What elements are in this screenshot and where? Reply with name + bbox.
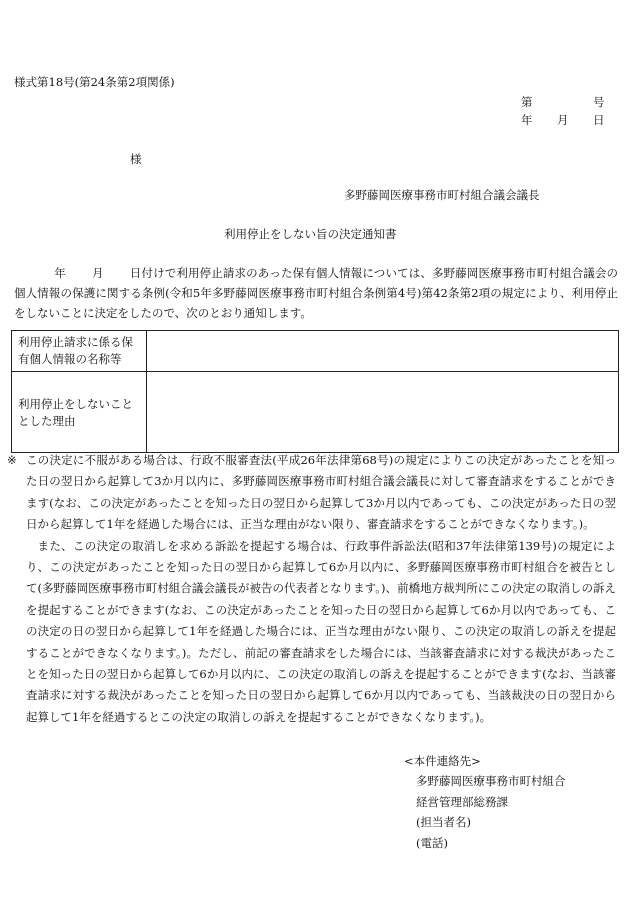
- note-paragraph-2-main: また、この決定の取消しを求める訴訟を提起する場合は、行政事件訴訟法(昭和37年法律第139号)の規定により、この決定があったことを知った日の翌日から起算して6か月以内に、多野藤岡医療事務市町村組合を被告として(多野藤岡医療事務市町村組合議会議長が被告の代表者となります。)、前橋地方裁判所にこの決定の取消しの訴えを提起することができます(なお、この決定があったことを知った日の翌日から起算して6か月以内であっても、この決定の日の翌日から起算して1年を経過した場合には、正当な理由がない限り、この決定の取消しの訴えを提起することができなくなります。)。ただし、前記の審査請求をした場合には、当該審査請求に対する裁決があったことを知った日の翌日から起算して6か月以内に、この決定の取消しの訴えを提起することができます(なお、当該審査請求に対する裁決があったことを知った日の翌日から起算して6か月以内であっても、当該裁決の日の翌日から起算して1年を経過するとこの決定の取消しの訴えを提起することができなくなりま: [26, 538, 616, 724]
- issue-number-prefix: 第: [521, 95, 533, 109]
- body-intro: [14, 263, 618, 323]
- recipient-suffix: 様: [130, 152, 142, 166]
- contact-block: [404, 751, 566, 853]
- note-paragraph-2: [26, 536, 616, 729]
- note-paragraph-2-end: す。)。: [458, 709, 492, 724]
- notes-section: [7, 450, 616, 728]
- document-title: 利用停止をしない旨の決定通知書: [224, 227, 397, 241]
- table-row-label: 利用停止請求に係る保有個人情報の名称等: [12, 331, 147, 372]
- contact-heading: <本件連絡先>: [404, 754, 481, 768]
- intro-year: 年: [54, 266, 66, 280]
- note-mark: ※: [7, 453, 17, 467]
- contact-department: 経営管理部総務課: [416, 794, 508, 809]
- table-row: [12, 372, 619, 453]
- table-row-label: 利用停止をしないこととした理由: [12, 372, 147, 453]
- date-year: 年: [521, 113, 533, 127]
- table-row: [12, 331, 619, 372]
- note-paragraph-1: この決定に不服がある場合は、行政不服審査法(平成26年法律第68号)の規定によりこの決定があったことを知った日の翌日から起算して3か月以内に、多野藤岡医療事務市町村組合議会議長に対して審査請求をすることができます(なお、この決定があったことを知った日の翌日から起算して3か月以内であっても、この決定があった日の翌日から起算して1年を経過した場合には、正当な理由がない限り、審査請求をすることができなくなります。)。: [26, 453, 616, 532]
- date-day: 日: [593, 113, 605, 127]
- table-row-value: [147, 372, 619, 453]
- intro-text: 日付けで利用停止請求のあった保有個人情報については、多野藤岡医療事務市町村組合議会の個人情報の保護に関する条例(令和5年多野藤岡医療事務市町村組合条例第4号)第42条第2項の規定により、利用停止をしないことに決定をしたので、次のとおり通知します。: [14, 266, 619, 320]
- table-row-value: [147, 331, 619, 372]
- date-month: 月: [557, 113, 569, 127]
- contact-organization: 多野藤岡医療事務市町村組合: [416, 774, 566, 789]
- info-table: [11, 330, 619, 453]
- issue-number-suffix: 号: [593, 95, 605, 109]
- contact-phone: (電話): [416, 835, 448, 850]
- form-number: 様式第18号(第24条第2項関係): [14, 75, 175, 89]
- sender-name: 多野藤岡医療事務市町村組合議会議長: [344, 188, 540, 202]
- intro-month: 月: [91, 266, 104, 280]
- contact-person: (担当者名): [416, 815, 471, 830]
